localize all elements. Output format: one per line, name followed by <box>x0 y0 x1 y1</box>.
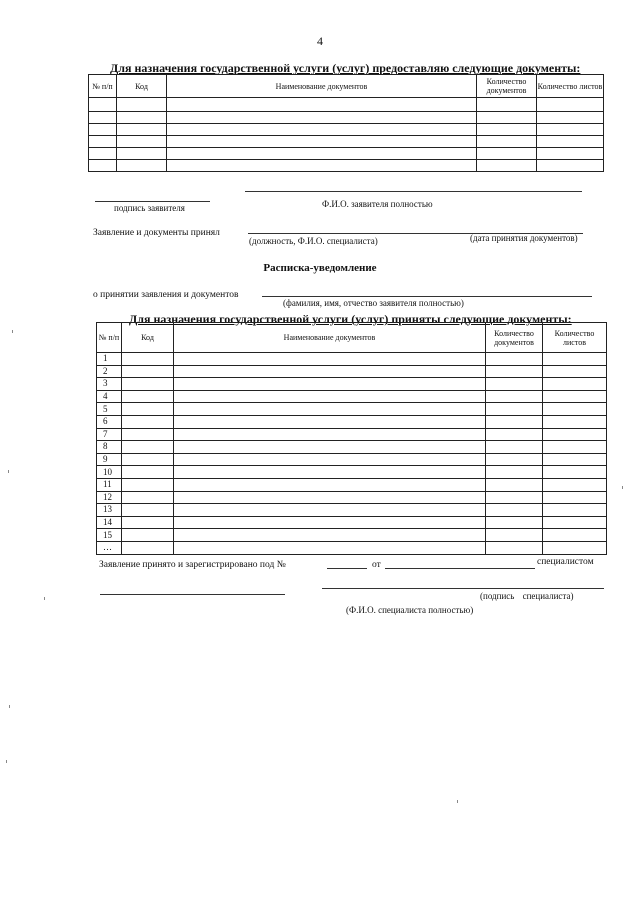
table-cell[interactable] <box>174 466 486 479</box>
table-cell[interactable] <box>543 390 607 403</box>
table-row <box>97 353 607 366</box>
row-number: … <box>97 541 122 554</box>
table-cell[interactable] <box>537 160 604 172</box>
scan-speck <box>457 800 458 803</box>
table-cell[interactable] <box>174 415 486 428</box>
table-row <box>97 453 607 466</box>
table-cell[interactable] <box>122 491 174 504</box>
col-header-code: Код <box>117 75 167 98</box>
row-number: 8 <box>97 441 122 454</box>
accepted-by-label: Заявление и документы принял <box>93 228 220 238</box>
table-row <box>97 478 607 491</box>
row-number: 6 <box>97 415 122 428</box>
col-header-doc-count: Количество документов <box>486 323 543 353</box>
table-cell[interactable] <box>122 516 174 529</box>
row-number: 5 <box>97 403 122 416</box>
receipt-about-label: о принятии заявления и документов <box>93 290 239 300</box>
specialist-signature-caption: (подпись специалиста) <box>480 591 574 601</box>
applicant-signature-line[interactable] <box>95 201 210 202</box>
table-cell[interactable] <box>89 136 117 148</box>
table-cell[interactable] <box>543 378 607 391</box>
table-cell[interactable] <box>543 403 607 416</box>
documents-accepted-table <box>96 322 607 555</box>
table-cell[interactable] <box>543 491 607 504</box>
table-cell[interactable] <box>174 403 486 416</box>
table-row <box>97 504 607 517</box>
table-cell[interactable] <box>174 378 486 391</box>
table-cell[interactable] <box>167 160 477 172</box>
table-cell[interactable] <box>477 148 537 160</box>
table-row <box>97 415 607 428</box>
table-cell[interactable] <box>486 478 543 491</box>
table-row <box>97 529 607 542</box>
table-cell[interactable] <box>174 428 486 441</box>
table-cell[interactable] <box>486 415 543 428</box>
table-row <box>97 491 607 504</box>
table-cell[interactable] <box>167 136 477 148</box>
table-cell[interactable] <box>543 415 607 428</box>
table-cell[interactable] <box>477 136 537 148</box>
table-header-row <box>97 323 607 353</box>
table-cell[interactable] <box>122 441 174 454</box>
table-cell[interactable] <box>543 365 607 378</box>
col-header-name: Наименование документов <box>174 323 486 353</box>
table-row <box>97 466 607 479</box>
table-cell[interactable] <box>477 112 537 124</box>
section1-heading: Для назначения государственной услуги (услуг) предоставляю следующие документы: <box>110 61 581 75</box>
table-cell[interactable] <box>486 441 543 454</box>
table-cell[interactable] <box>89 148 117 160</box>
row-number: 4 <box>97 390 122 403</box>
table-cell[interactable] <box>89 160 117 172</box>
table-row <box>97 541 607 554</box>
table-cell[interactable] <box>174 441 486 454</box>
table-cell[interactable] <box>486 378 543 391</box>
table-cell[interactable] <box>117 112 167 124</box>
table-cell[interactable] <box>174 478 486 491</box>
table-row <box>97 378 607 391</box>
registration-label: Заявление принято и зарегистрировано под № <box>99 560 286 570</box>
table-cell[interactable] <box>486 365 543 378</box>
table-cell[interactable] <box>543 529 607 542</box>
table-cell[interactable] <box>486 390 543 403</box>
table-cell[interactable] <box>543 428 607 441</box>
section2-heading: Для назначения государственной услуги (услуг) приняты следующие документы: <box>129 312 572 326</box>
table-cell[interactable] <box>543 353 607 366</box>
table-cell[interactable] <box>122 428 174 441</box>
row-number: 2 <box>97 365 122 378</box>
table-cell[interactable] <box>486 466 543 479</box>
documents-provided-table <box>88 74 604 172</box>
table-row <box>89 136 604 148</box>
registration-specialist-label: специалистом <box>537 557 594 567</box>
applicant-fullname-line[interactable] <box>262 296 592 297</box>
row-number: 11 <box>97 478 122 491</box>
scan-speck <box>9 705 10 708</box>
specialist-position-caption: (должность, Ф.И.О. специалиста) <box>249 236 378 246</box>
table-cell[interactable] <box>543 541 607 554</box>
table-cell[interactable] <box>89 124 117 136</box>
specialist-fio-caption: (Ф.И.О. специалиста полностью) <box>346 605 474 615</box>
specialist-fio-line[interactable] <box>100 594 285 595</box>
table-cell[interactable] <box>117 148 167 160</box>
registration-number-line[interactable] <box>327 568 367 569</box>
table-cell[interactable] <box>167 112 477 124</box>
applicant-fullname-caption: (фамилия, имя, отчество заявителя полностью) <box>283 298 464 308</box>
table-cell[interactable] <box>543 453 607 466</box>
table-cell[interactable] <box>89 112 117 124</box>
applicant-fio-caption: Ф.И.О. заявителя полностью <box>322 199 433 209</box>
scan-speck <box>8 470 9 473</box>
table-cell[interactable] <box>543 441 607 454</box>
table-cell[interactable] <box>174 353 486 366</box>
table-cell[interactable] <box>122 453 174 466</box>
row-number: 10 <box>97 466 122 479</box>
table-row <box>89 124 604 136</box>
table-cell[interactable] <box>167 98 477 112</box>
table-cell[interactable] <box>174 529 486 542</box>
table-cell[interactable] <box>174 516 486 529</box>
table-cell[interactable] <box>122 353 174 366</box>
page-number: 4 <box>317 34 323 48</box>
table-row <box>89 148 604 160</box>
col-header-doc-count: Количество документов <box>477 75 537 98</box>
scan-speck <box>622 486 623 489</box>
row-number: 3 <box>97 378 122 391</box>
col-header-number: № п/п <box>97 323 122 353</box>
row-number: 7 <box>97 428 122 441</box>
row-number: 1 <box>97 353 122 366</box>
table-cell[interactable] <box>486 529 543 542</box>
table-cell[interactable] <box>537 112 604 124</box>
table-cell[interactable] <box>122 378 174 391</box>
table-cell[interactable] <box>174 390 486 403</box>
table-cell[interactable] <box>543 466 607 479</box>
table-cell[interactable] <box>486 541 543 554</box>
applicant-signature-caption: подпись заявителя <box>114 203 185 213</box>
table-cell[interactable] <box>537 98 604 112</box>
table-cell[interactable] <box>486 504 543 517</box>
table-cell[interactable] <box>486 403 543 416</box>
table-cell[interactable] <box>117 98 167 112</box>
table-cell[interactable] <box>117 136 167 148</box>
table-cell[interactable] <box>122 541 174 554</box>
table-row <box>97 428 607 441</box>
table-cell[interactable] <box>543 478 607 491</box>
row-number: 14 <box>97 516 122 529</box>
table-header-row <box>89 75 604 98</box>
table-cell[interactable] <box>486 453 543 466</box>
table-cell[interactable] <box>174 453 486 466</box>
col-header-number: № п/п <box>89 75 117 98</box>
table-cell[interactable] <box>122 365 174 378</box>
table-cell[interactable] <box>543 504 607 517</box>
row-number: 9 <box>97 453 122 466</box>
scan-speck <box>12 330 13 333</box>
table-cell[interactable] <box>122 415 174 428</box>
table-row <box>97 403 607 416</box>
table-cell[interactable] <box>174 491 486 504</box>
row-number: 12 <box>97 491 122 504</box>
table-cell[interactable] <box>486 516 543 529</box>
acceptance-date-caption: (дата принятия документов) <box>470 233 578 243</box>
receipt-title: Расписка-уведомление <box>263 262 377 274</box>
table-cell[interactable] <box>486 428 543 441</box>
table-cell[interactable] <box>117 124 167 136</box>
registration-from-label: от <box>372 560 381 570</box>
table-cell[interactable] <box>537 148 604 160</box>
table-row <box>97 365 607 378</box>
table-cell[interactable] <box>174 504 486 517</box>
table-cell[interactable] <box>122 390 174 403</box>
row-number: 13 <box>97 504 122 517</box>
table-cell[interactable] <box>122 529 174 542</box>
col-header-sheet-count: Количество листов <box>543 323 607 353</box>
table-cell[interactable] <box>486 491 543 504</box>
col-header-code: Код <box>122 323 174 353</box>
table-cell[interactable] <box>477 160 537 172</box>
table-cell[interactable] <box>122 504 174 517</box>
applicant-fio-line[interactable] <box>245 191 582 192</box>
table-row <box>89 112 604 124</box>
table-cell[interactable] <box>477 124 537 136</box>
table-cell[interactable] <box>537 124 604 136</box>
table-row <box>89 98 604 112</box>
col-header-sheet-count: Количество листов <box>537 75 604 98</box>
scan-speck <box>44 597 45 600</box>
table-cell[interactable] <box>122 478 174 491</box>
table-cell[interactable] <box>543 516 607 529</box>
table-cell[interactable] <box>89 98 117 112</box>
scan-speck <box>6 760 7 763</box>
table-row <box>97 441 607 454</box>
table-cell[interactable] <box>537 136 604 148</box>
table-cell[interactable] <box>174 365 486 378</box>
table-cell[interactable] <box>117 160 167 172</box>
table-row <box>97 390 607 403</box>
table-row <box>89 160 604 172</box>
col-header-name: Наименование документов <box>167 75 477 98</box>
table-cell[interactable] <box>477 98 537 112</box>
specialist-signature-line[interactable] <box>322 588 604 589</box>
row-number: 15 <box>97 529 122 542</box>
table-cell[interactable] <box>122 466 174 479</box>
table-row <box>97 516 607 529</box>
registration-date-line[interactable] <box>385 568 535 569</box>
table-cell[interactable] <box>167 148 477 160</box>
table-cell[interactable] <box>486 353 543 366</box>
table-cell[interactable] <box>167 124 477 136</box>
table-cell[interactable] <box>174 541 486 554</box>
table-cell[interactable] <box>122 403 174 416</box>
